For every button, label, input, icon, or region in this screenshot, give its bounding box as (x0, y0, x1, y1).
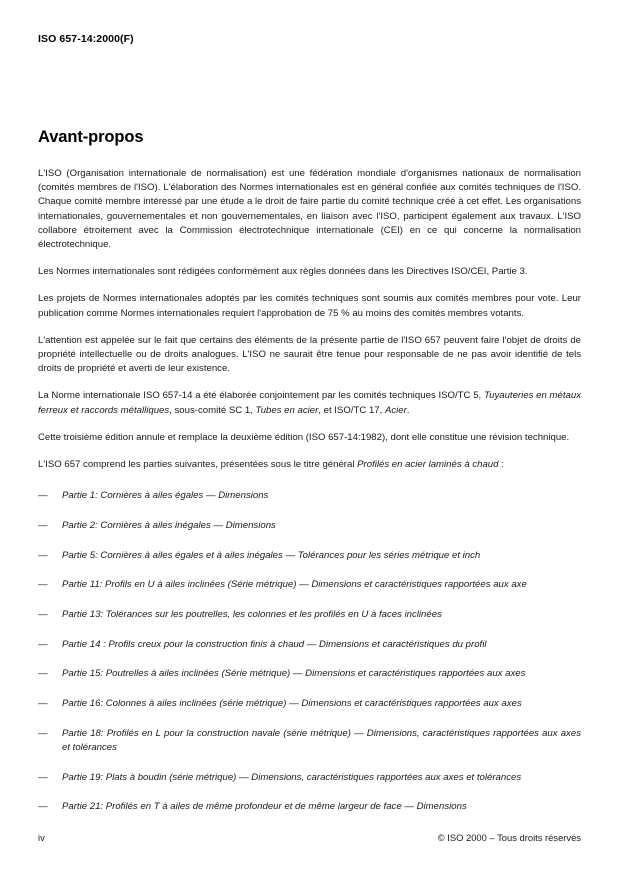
list-item (38, 489, 581, 503)
list-item (38, 697, 581, 711)
list-item-label: Partie 21: Profilés en T à ailes de même profondeur et de même largeur de face — Dimensions (62, 801, 467, 813)
tc-text-mid1: , sous-comité SC 1, (169, 404, 256, 416)
parts-intro-colon: : (498, 459, 504, 471)
paragraph-edition: Cette troisième édition annule et remplace la deuxième édition (ISO 657-14:1982), dont elle constitue une révision technique. (38, 431, 570, 443)
list-item-label: Partie 14 : Profils creux pour la construction finis à chaud — Dimensions et caractéristiques du profil (62, 638, 487, 650)
list-item-label: Partie 11: Profils en U à ailes inclinées (Série métrique) — Dimensions et caractéristiques rapportées aux axe (62, 579, 527, 591)
parts-list (38, 489, 581, 814)
list-item-label: Partie 18: Profilés en L pour la construction navale (série métrique) — Dimensions, caractéristiques rapportées aux axes et tolérances (62, 727, 581, 754)
copyright-notice: © ISO 2000 – Tous droits réservés (437, 832, 581, 843)
dash-bullet-icon: — (38, 609, 48, 621)
list-item (38, 519, 581, 533)
dash-bullet-icon: — (38, 490, 48, 502)
list-item (38, 549, 581, 563)
dash-bullet-icon: — (38, 638, 48, 650)
list-item (38, 727, 581, 755)
list-item (38, 667, 581, 681)
paragraph-patent-rights: L'attention est appelée sur le fait que certains des éléments de la présente partie de l'ISO 657 peuvent faire l'objet de droits de propriété intellectuelle ou de droits analogues. L'ISO ne saurait être tenue pour responsable de ne pas avoir identifié de tels droits de propriété et averti de leur existence. (38, 334, 581, 375)
list-item (38, 578, 581, 592)
paragraph-technical-committees (38, 389, 581, 417)
dash-bullet-icon: — (38, 727, 48, 739)
page-content (38, 128, 581, 815)
tc-text-lead: La Norme internationale ISO 657-14 a été élaborée conjointement par les comités techniques ISO/TC 5, (38, 390, 484, 402)
list-item-label: Partie 1: Cornières à ailes égales — Dimensions (62, 490, 269, 502)
dash-bullet-icon: — (38, 549, 48, 561)
tc-text-mid2: , et ISO/TC 17, (318, 404, 385, 416)
page-footer (38, 832, 581, 843)
tc-title-tc17: Acier (384, 404, 407, 416)
list-item (38, 800, 581, 814)
list-item-label: Partie 5: Cornières à ailes égales et à ailes inégales — Tolérances pour les séries métrique et inch (62, 549, 481, 561)
list-item-label: Partie 2: Cornières à ailes inégales — Dimensions (62, 519, 276, 531)
tc-text-end: . (406, 404, 410, 416)
list-item-label: Partie 15: Poutrelles à ailes inclinées (Série métrique) — Dimensions et caractéristiques rapportées aux axes (62, 668, 526, 680)
dash-bullet-icon: — (38, 698, 48, 710)
running-header: ISO 657-14:2000(F) (38, 33, 134, 45)
paragraph-parts-intro (38, 458, 581, 472)
paragraph-voting: Les projets de Normes internationales adoptés par les comités techniques sont soumis aux comités membres pour vote. Leur publication comme Normes internationales requiert l'approbation de 75 % au moins des comités membres votants. (38, 293, 581, 319)
parts-intro-lead: L'ISO 657 comprend les parties suivantes, présentées sous le titre général (38, 459, 358, 471)
tc-title-sc1: Tubes en acier (255, 404, 319, 416)
dash-bullet-icon: — (38, 579, 48, 591)
tc-title-tc5: Tuyauteries en métaux ferreux et raccords métalliques (38, 390, 582, 416)
list-item-label: Partie 19: Plats à boudin (série métrique) — Dimensions, caractéristiques rapportées aux axes et tolérances (62, 771, 522, 783)
list-item-label: Partie 13: Tolérances sur les poutrelles, les colonnes et les profilés en U à faces inclinées (62, 609, 442, 621)
page-title: Avant-propos (38, 128, 144, 146)
dash-bullet-icon: — (38, 771, 48, 783)
list-item-label: Partie 16: Colonnes à ailes inclinées (série métrique) — Dimensions et caractéristiques rapportées aux axes (62, 698, 522, 710)
paragraph-directives: Les Normes internationales sont rédigées conformément aux règles données dans les Directives ISO/CEI, Partie 3. (38, 266, 528, 278)
dash-bullet-icon: — (38, 519, 48, 531)
dash-bullet-icon: — (38, 668, 48, 680)
paragraph-iso-definition: L'ISO (Organisation internationale de normalisation) est une fédération mondiale d'organismes nationaux de normalisation (comités membres de l'ISO). L'élaboration des Normes internationales est en général confiée aux comités techniques de l'ISO. Chaque comité membre intéressé par une étude a le droit de faire partie du comité technique créé à cet effet. Les organisations internationales, gouvernementales et non gouvernementales, en liaison avec l'ISO, participent également aux travaux. L'ISO collabore étroitement avec la Commission électrotechnique internationale (CEI) en ce qui concerne la normalisation électrotechnique. (38, 168, 581, 251)
page-number: iv (38, 832, 45, 843)
general-title: Profilés en acier laminés à chaud (357, 459, 499, 471)
list-item (38, 638, 581, 652)
list-item (38, 608, 581, 622)
list-item (38, 771, 581, 785)
dash-bullet-icon: — (38, 801, 48, 813)
